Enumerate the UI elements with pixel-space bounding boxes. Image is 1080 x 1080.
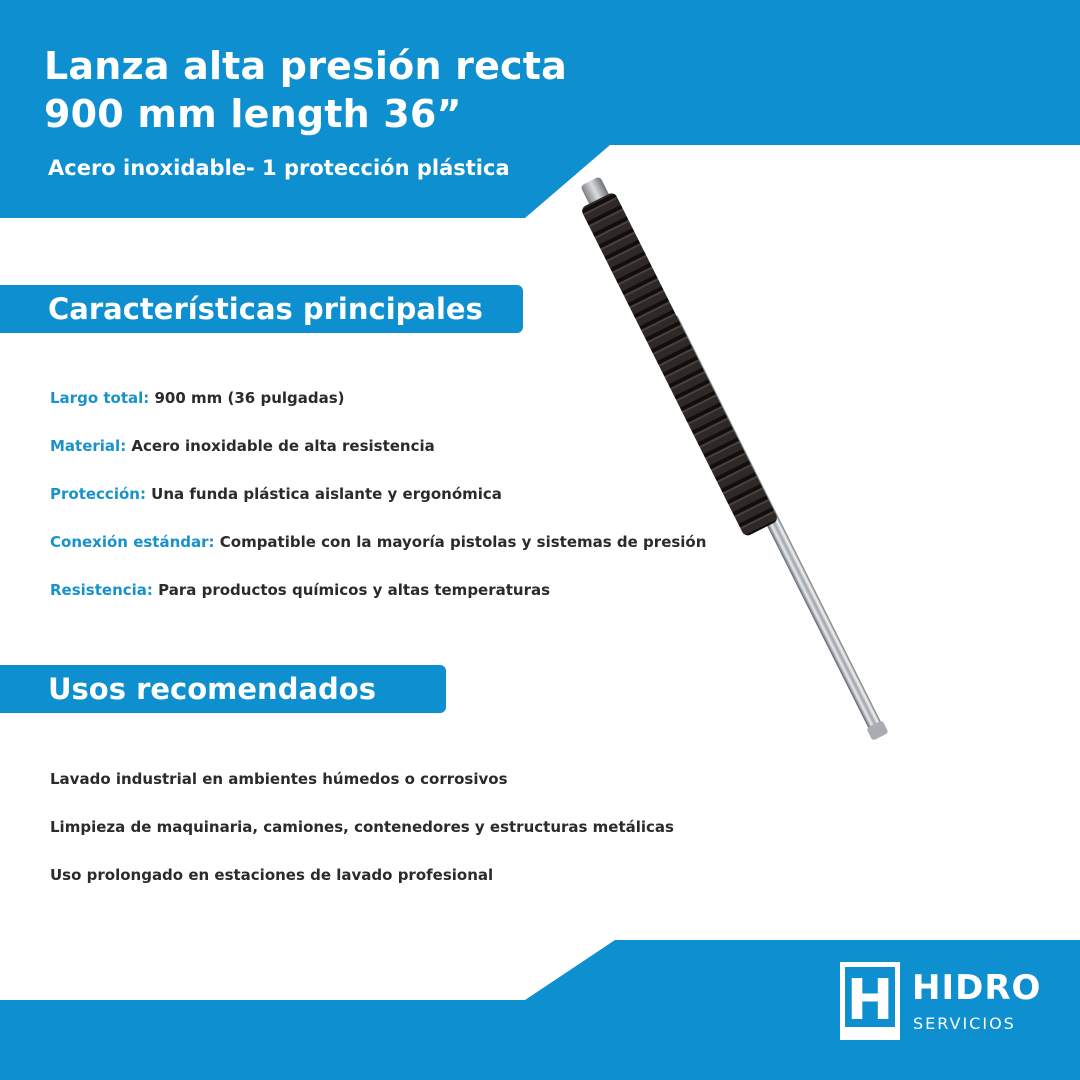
page-subtitle: Acero inoxidable- 1 protección plástica <box>48 156 510 180</box>
use-item: Lavado industrial en ambientes húmedos o corrosivos <box>50 770 508 788</box>
uses-heading: Usos recomendados <box>48 672 376 706</box>
features-heading: Características principales <box>48 292 483 326</box>
lance-grip <box>580 191 779 537</box>
use-item: Uso prolongado en estaciones de lavado profesional <box>50 866 494 884</box>
pressure-lance-image <box>560 175 1060 895</box>
title-line-1: Lanza alta presión recta <box>44 44 567 88</box>
feature-value: Acero inoxidable de alta resistencia <box>126 437 435 455</box>
use-item: Limpieza de maquinaria, camiones, contenedores y estructuras metálicas <box>50 818 674 836</box>
brand-logo <box>840 962 1040 1042</box>
brand-name: HIDRO <box>912 968 1042 1008</box>
feature-label: Material: <box>50 437 127 455</box>
brand-mark-letter: H <box>846 968 894 1033</box>
feature-value: Para productos químicos y altas temperaturas <box>152 581 551 599</box>
feature-label: Resistencia: <box>50 581 153 599</box>
title-line-2: 900 mm length 36” <box>44 92 462 136</box>
feature-label: Largo total: <box>50 389 150 407</box>
feature-label: Conexión estándar: <box>50 533 215 551</box>
feature-label: Protección: <box>50 485 146 503</box>
lance-graphic <box>571 175 888 751</box>
feature-value: Una funda plástica aislante y ergonómica <box>145 485 502 503</box>
brand-tagline: SERVICIOS <box>913 1014 1016 1033</box>
feature-value: 900 mm (36 pulgadas) <box>149 389 345 407</box>
feature-value: Compatible con la mayoría pistolas y sistemas de presión <box>214 533 707 551</box>
page-title <box>44 42 567 138</box>
brand-mark-icon <box>840 962 900 1040</box>
